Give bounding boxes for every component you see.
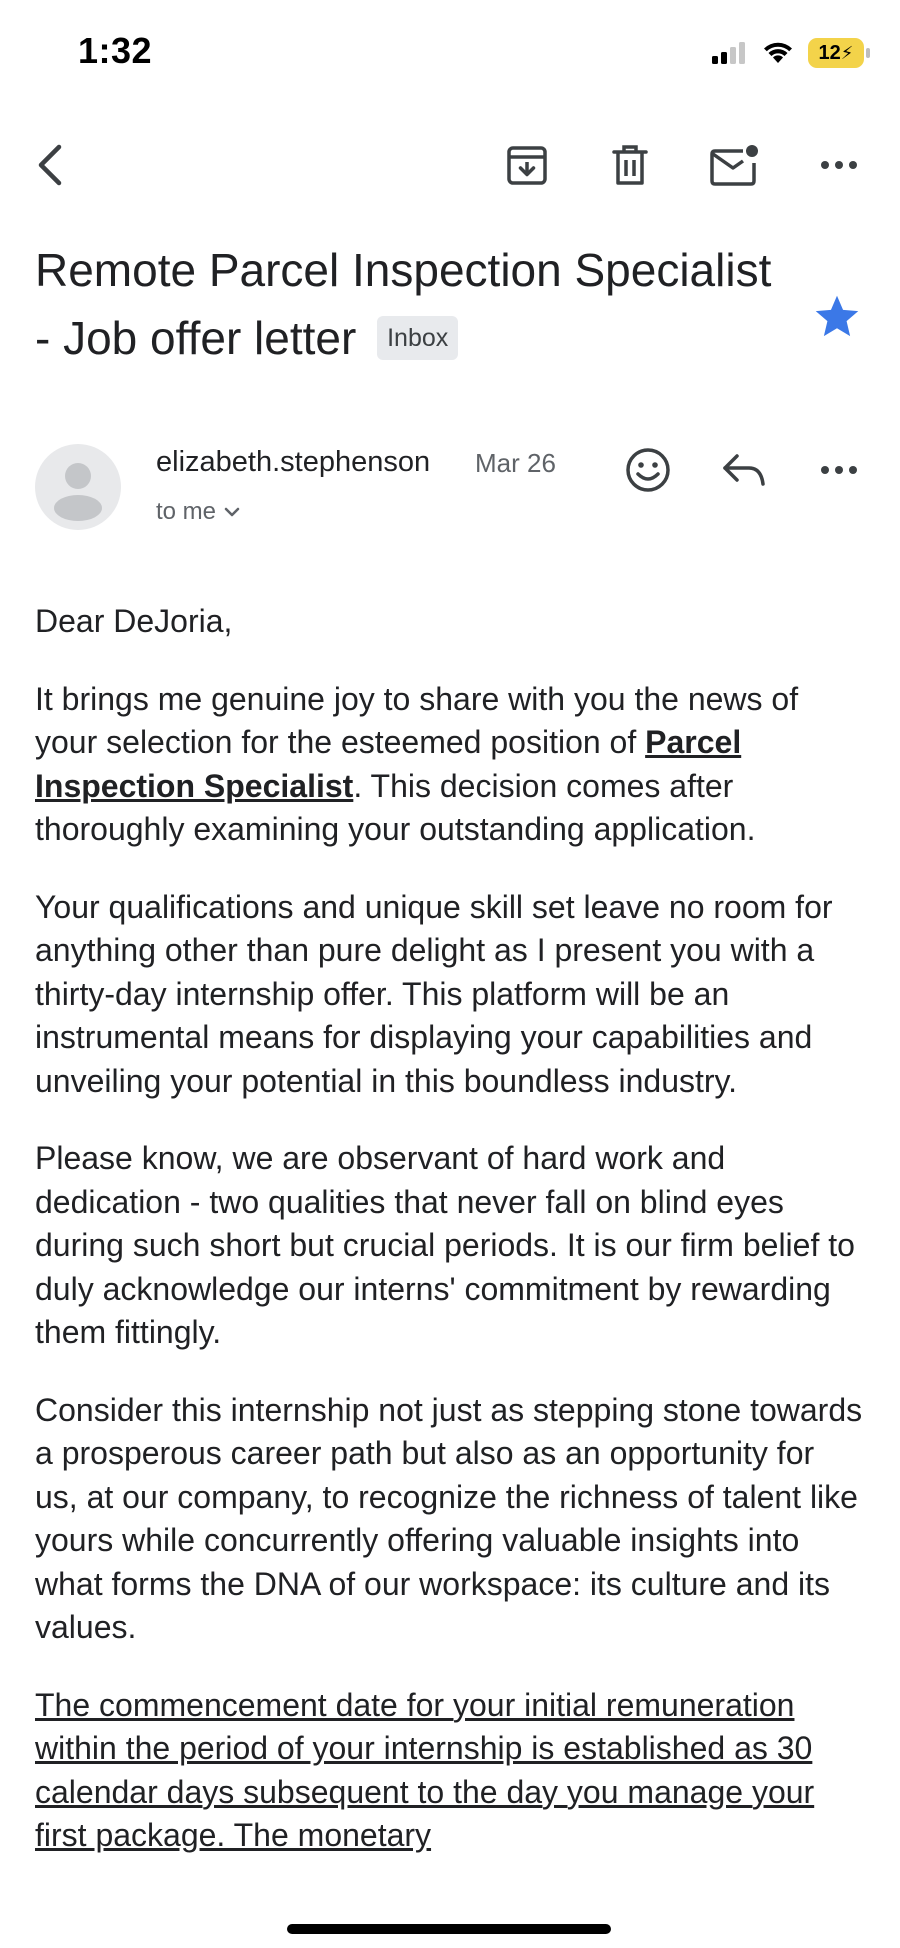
email-paragraph-2: Your qualifications and unique skill set leave no room for anything other than pure delight as I present you with a thirty-day internship offer. This platform will be an instrumental means for displaying your capabilities and unveiling your potential in this boundless industry. xyxy=(35,888,833,1099)
email-greeting: Dear DeJoria, xyxy=(35,603,233,639)
status-bar xyxy=(0,0,900,110)
email-toolbar xyxy=(0,130,900,200)
sender-row xyxy=(0,440,900,540)
sender-name[interactable]: elizabeth.stephenson xyxy=(156,446,431,478)
reply-button[interactable] xyxy=(714,440,774,500)
email-subject xyxy=(35,236,795,372)
p1-text-end: . This decision comes after thoroughly examining your outstanding application. xyxy=(35,767,756,847)
avatar[interactable] xyxy=(35,444,121,530)
email-paragraph-4: Consider this internship not just as stepping stone towards a prosperous career path but also as an opportunity for us, at our company, to recognize the richness of talent like yours while concurrently offering valuable insights into what forms the DNA of our workspace: its culture and its values. xyxy=(35,1391,863,1645)
back-arrow-icon xyxy=(33,143,67,187)
cellular-signal-icon xyxy=(712,42,748,64)
more-options-icon xyxy=(820,160,858,170)
email-subject-text: Remote Parcel Inspection Specialist - Job offer letter xyxy=(35,244,772,364)
status-time: 1:32 xyxy=(78,30,153,71)
chevron-down-icon xyxy=(224,507,240,517)
message-more-options-button[interactable] xyxy=(809,440,869,500)
archive-button[interactable] xyxy=(497,135,557,195)
email-paragraph-5: The commencement date for your initial remuneration within the period of your internship is established as 30 calendar days subsequent to the day you manage your first package. The monetary xyxy=(35,1686,815,1853)
wifi-icon xyxy=(762,41,794,65)
reply-icon xyxy=(721,450,767,490)
inbox-label-badge[interactable]: Inbox xyxy=(377,316,458,360)
status-icons xyxy=(712,38,864,68)
email-date: Mar 26 xyxy=(475,448,556,478)
battery-icon xyxy=(808,38,864,68)
delete-button[interactable] xyxy=(600,135,660,195)
star-button[interactable] xyxy=(812,292,862,342)
home-indicator[interactable] xyxy=(287,1924,611,1934)
battery-level: 12 xyxy=(818,41,841,64)
back-button[interactable] xyxy=(20,135,80,195)
mark-unread-button[interactable] xyxy=(704,135,764,195)
star-icon xyxy=(812,292,862,342)
archive-icon xyxy=(505,143,549,187)
email-paragraph-1 xyxy=(35,678,865,852)
emoji-icon xyxy=(625,447,671,493)
p1-text-start: It brings me genuine joy to share with you the news of your selection for the esteemed position of xyxy=(35,680,799,760)
job-title-link[interactable]: Parcel Inspection Specialist xyxy=(35,724,742,804)
default-avatar-icon xyxy=(35,444,121,530)
recipient-label: to me xyxy=(156,498,217,525)
more-options-icon xyxy=(820,465,858,475)
recipient-details-toggle[interactable] xyxy=(156,498,240,526)
more-options-button[interactable] xyxy=(809,135,869,195)
add-reaction-button[interactable] xyxy=(618,440,678,500)
trash-icon xyxy=(610,143,650,187)
email-paragraph-3: Please know, we are observant of hard work and dedication - two qualities that never fall on blind eyes during such short but crucial periods. It is our firm belief to duly acknowledge our interns' commitment by rewarding them fittingly. xyxy=(35,1140,855,1350)
mark-unread-icon xyxy=(709,143,759,187)
charging-bolt-icon: ⚡ xyxy=(840,42,854,63)
email-body xyxy=(35,600,865,1892)
